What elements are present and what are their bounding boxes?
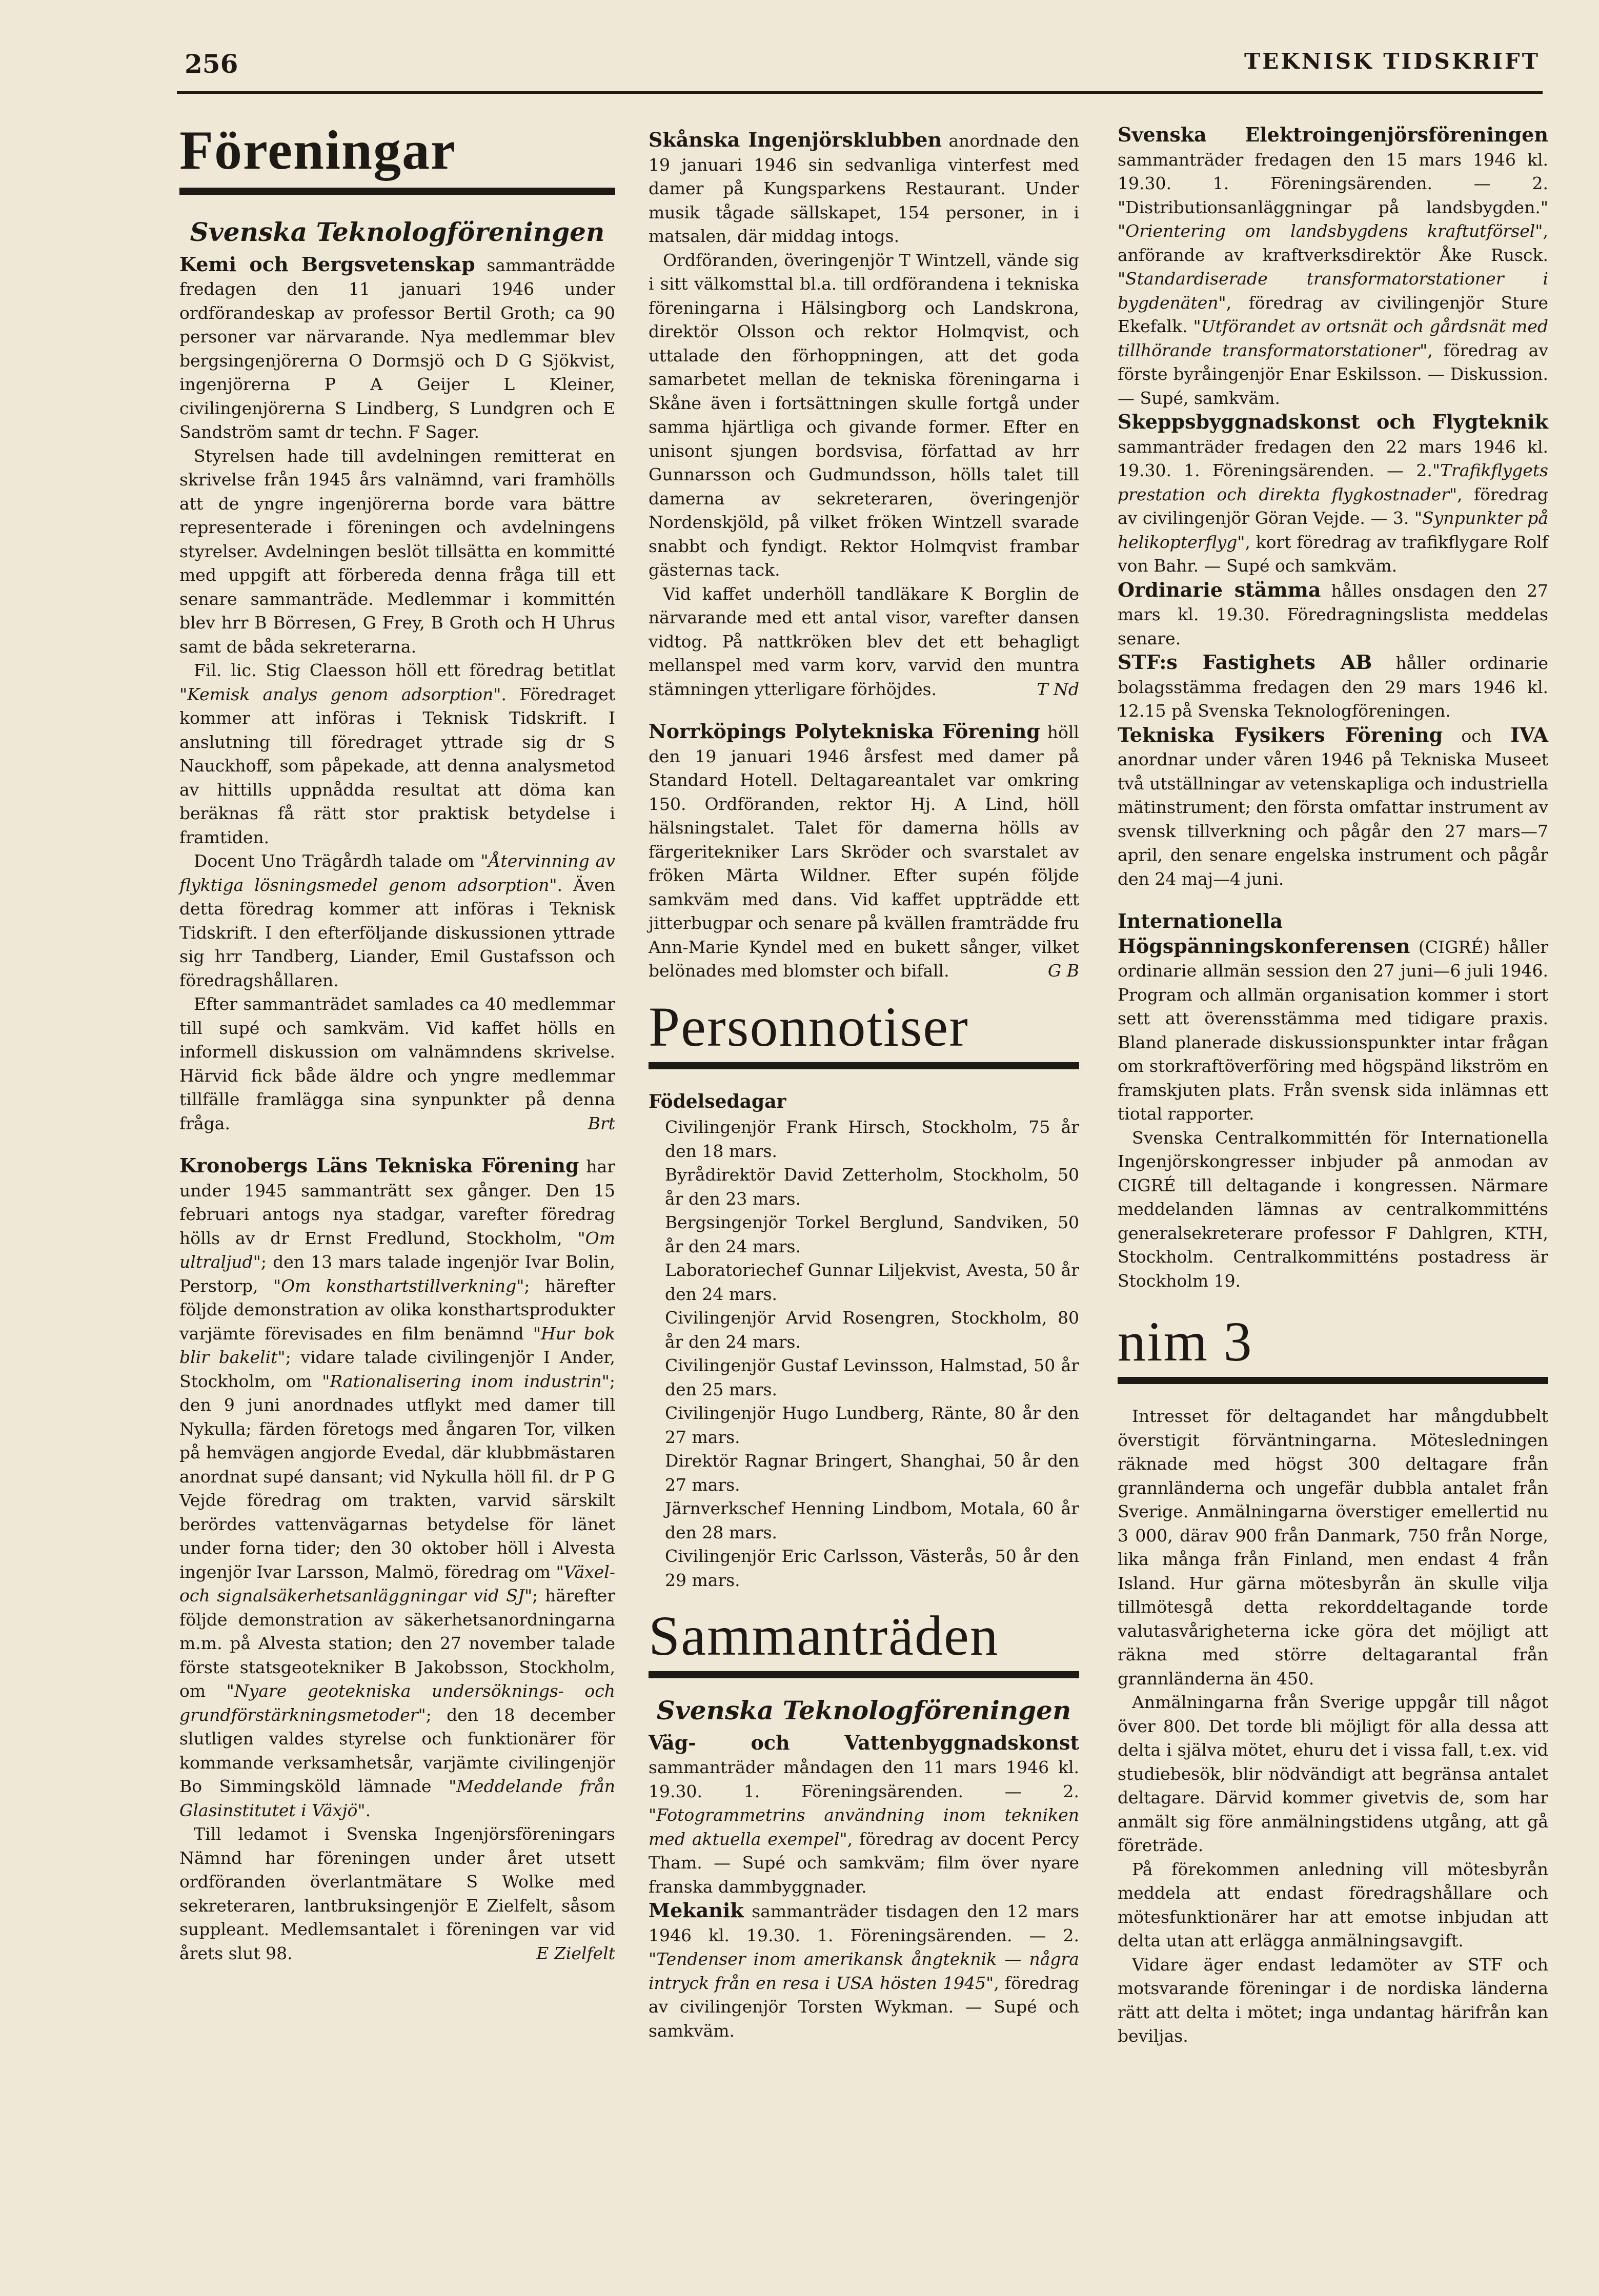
list-item: Direktör Ragnar Bringert, Shanghai, 50 år den 27 mars. <box>665 1451 1079 1495</box>
signature: E Zielfelt <box>536 1943 615 1963</box>
list-item: Civilingenjör Frank Hirsch, Stockholm, 75 år den 18 mars. <box>665 1117 1079 1161</box>
article-elektro: Svenska Elektroingenjörsföreningen sammanträder fredagen den 15 mars 1946 kl. 19.30. 1. Föreningsärenden. — 2. "Distributionsanläggningar på landsbygden." "Orientering om landsbygdens kraftutförsel", anförande av kraftverksdirektör Åke Rusck. "Standardiserade transformatorstationer i bygdenäten", föredrag av civilingenjör Sture Ekefalk. "Utförandet av ortsnät och gårdsnät med tillhörande transformatorstationer", föredrag av förste byråingenjör Enar Eskilsson. — Diskussion. — Supé, samkväm. <box>1118 123 1548 408</box>
paragraph: På förekommen anledning vill mötesbyrån meddela att endast föredragshållare och mötesfunktionärer har att emotse inbjudan att delta utan att erlägga anmälningsavgift. <box>1118 1859 1548 1950</box>
article-kronoberg: Kronobergs Läns Tekniska Förening har under 1945 sammanträtt sex gånger. Den 15 februari antogs nya stadgar, varefter föredrag hölls av dr Ernst Fredlund, Stockholm, "Om ultraljud"; den 13 mars talade ingenjör Ivar Bolin, Perstorp, "Om konsthartstillverkning"; härefter följde demonstration av olika konsthartsprodukter varjämte förevisades en film benämnd "Hur bok blir bakelit"; vidare talade civilingenjör I Ander, Stockholm, om "Rationalisering inom industrin"; den 9 juni anordnades utflykt med damer till Nykulla; färden företogs med ångaren Tor, vilken på hemvägen angjorde Evedal, där klubbmästaren anordnat supé dansant; vid Nykulla höll fil. dr P G Vejde föredrag om trakten, varvid särskilt berördes vattenvägarnas betydelse för länet under forna tider; den 30 oktober höll i Alvesta ingenjör Ivar Larsson, Malmö, föredrag om "Växel- och signalsäkerhetsanläggningar vid SJ"; härefter följde demonstration av säkerhetsanordningarna m.m. på Alvesta station; den 27 november talade förste statsgeotekniker B Jakobsson, Stockholm, om "Nyare geotekniska undersöknings- och grundförstärkningsmetoder"; den 18 december slutligen valdes styrelse och funktionärer för kommande verksamhetsår, varjämte civilingenjör Bo Simmingsköld lämnade "Meddelande från Glasinstitutet i Växjö". <box>179 1154 616 1820</box>
article-stf-fastighets: STF:s Fastighets AB håller ordinarie bolagsstämma fredagen den 29 mars 1946 kl. 12.15 på Svenska Teknologföreningen. <box>1118 651 1548 721</box>
list-item: Civilingenjör Arvid Rosengren, Stockholm, 80 år den 24 mars. <box>665 1308 1079 1352</box>
heading-rule <box>649 1671 1079 1678</box>
subheading-teknologforeningen: Svenska Teknologföreningen <box>190 217 605 247</box>
list-item: Civilingenjör Hugo Lundberg, Ränte, 80 år den 27 mars. <box>665 1403 1079 1447</box>
list-item: Järnverkschef Henning Lindbom, Motala, 60 år den 28 mars. <box>665 1498 1079 1542</box>
paragraph: Ordföranden, överingenjör T Wintzell, vände sig i sitt välkomsttal bl.a. till ordförandena i tekniska föreningarna i Hälsingborg och Landskrona, direktör Olsson och rektor Holmqvist, och uttalade den förhoppningen, att det goda samarbetet mellan de tekniska föreningarna i Skåne även i fortsättningen skulle fortgå under samma hjärtliga och givande former. Efter en unisont sjungen bordsvisa, författad av hrr Gunnarsson och Gudmundsson, hölls talet till damerna av sekreteraren, överingenjör Nordenskjöld, på vilket fröken Wintzell svarade snabbt och fyndigt. Rektor Holmqvist frambar gästernas tack. <box>649 250 1079 580</box>
section-heading-sammantraden: Sammanträden <box>649 1604 999 1667</box>
article-tekniska-fysiker: Tekniska Fysikers Förening och IVA anordnar under våren 1946 på Tekniska Museet två utställningar av vetenskapliga och industriella mätinstrument; den första omfattar instrument av svensk tillverkning och pågår den 27 mars—7 april, den senare engelska instrument och pågår den 24 maj—4 juni. <box>1118 723 1548 889</box>
column-1 <box>179 120 616 1965</box>
column-3 <box>1118 123 1548 2048</box>
paragraph: Svenska Centralkommittén för Internationella Ingenjörskongresser inbjuder på anmodan av CIGRÉ till deltagande i kongressen. Närmare meddelanden lämnas av centralkommitténs generalsekreterare professor F Dahlgren, KTH, Stockholm. Centralkommitténs postadress är Stockholm 19. <box>1118 1127 1548 1291</box>
article-mekanik: Mekanik sammanträder tisdagen den 12 mars 1946 kl. 19.30. 1. Föreningsärenden. — 2. "Tendenser inom amerikansk ångteknik — några intryck från en resa i USA hösten 1945", föredrag av civilingenjör Torsten Wykman. — Supé och samkväm. <box>649 1899 1079 2041</box>
article-vag-vatten: Väg- och Vattenbyggnadskonst sammanträder måndagen den 11 mars 1946 kl. 19.30. 1. Föreningsärenden. — 2. "Fotogrammetrins användning inom tekniken med aktuella exempel", föredrag av docent Percy Tham. — Supé och samkväm; film över nyare franska dammbyggnader. <box>649 1731 1079 1897</box>
heading-rule <box>179 188 615 195</box>
page-number: 256 <box>185 49 238 79</box>
article-norrkoping: Norrköpings Polytekniska Förening höll den 19 januari 1946 årsfest med damer på Standard Hotell. Deltagareantalet var omkring 150. Ordföranden, rektor Hj. A Lind, höll hälsningstalet. Talet för damerna hölls av färgeritekniker Lars Skröder och svarstalet av fröken Märta Wildner. Efter supén följde samkväm med dans. Vid kaffet uppträdde ett jitterbugpar och senare på kvällen framträdde fru Ann-Marie Kyndel med en bukett sånger, vilket belönades med blomster och bifall. G B <box>649 720 1079 983</box>
signature: T Nd <box>1037 679 1079 699</box>
paragraph: Fil. lic. Stig Claesson höll ett föredrag betitlat "Kemisk analys genom adsorption". Föredraget kommer att införas i Teknisk Tidskrift. I anslutning till föredraget yttrade sig dr S Nauckhoff, som påpekade, att denna analysmetod av hittills uppnådda resultat att döma kan beräknas få rätt stor praktisk betydelse i framtiden. <box>179 660 615 847</box>
paragraph: Styrelsen hade till avdelningen remitterat en skrivelse från 1945 års valnämnd, vari framhölls att de yngre ingenjörerna borde vara bättre representerade i föreningen och avdelningens styrelser. Avdelningen beslöt tillsätta en kommitté med uppgift att förbereda denna fråga till ett senare sammanträde. Medlemmar i kommittén blev hrr B Börresen, G Frey, B Groth och H Uhrus samt de båda sekreterarna. <box>179 445 615 657</box>
list-item: Civilingenjör Gustaf Levinsson, Halmstad, 50 år den 25 mars. <box>665 1355 1079 1399</box>
heading-rule <box>1118 1377 1548 1384</box>
heading-rule <box>649 1062 1079 1069</box>
list-item: Bergsingenjör Torkel Berglund, Sandviken, 50 år den 24 mars. <box>665 1212 1079 1256</box>
section-heading-foreningar: Föreningar <box>179 120 456 181</box>
list-item: Civilingenjör Eric Carlsson, Västerås, 50 år den 29 mars. <box>665 1546 1079 1590</box>
signature: G B <box>1047 961 1079 981</box>
paragraph: Anmälningarna från Sverige uppgår till något över 800. Det torde bli möjligt för alla dessa att delta i själva mötet, ehuru det i vissa fall, t.ex. vid studiebesök, blir nödvändigt att begränsa antalet deltagare. Därvid kommer givetvis de, som har anmält sig före anmälningstidens utgång, att gå företräde. <box>1118 1692 1548 1855</box>
section-heading-personnotiser: Personnotiser <box>649 995 969 1058</box>
article-kemi: Kemi och Bergsvetenskap sammanträdde fredagen den 11 januari 1946 under ordförandeskap av professor Bertil Groth; ca 90 personer var närvarande. Nya medlemmar blev bergsingenjörerna O Dormsjö och D G Sjökvist, ingenjörerna P A Geijer L Kleiner, civilingenjörerna S Lindberg, S Lundgren och E Sandström samt dr techn. F Sager. <box>179 252 615 442</box>
paragraph: Vidare äger endast ledamöter av STF och motsvarande föreningar i de nordiska länderna rätt att delta i mötet; inga undantag härifrån kan beviljas. <box>1118 1954 1548 2046</box>
paragraph: Till ledamot i Svenska Ingenjörsföreningars Nämnd har föreningen under året utsett ordföranden överlantmätare S Wolke med sekreteraren, lantbruksingenjör E Zielfelt, såsom suppleant. Medlemsantalet i föreningen var vid årets slut 98. E Zielfelt <box>179 1822 615 1965</box>
article-skepp: Skeppsbyggnadskonst och Flygteknik sammanträder fredagen den 22 mars 1946 kl. 19.30. 1. Föreningsärenden. — 2."Trafikflygets prestation och direkta flygkostnader", föredrag av civilingenjör Göran Vejde. — 3. "Synpunkter på helikopterflyg", kort föredrag av trafikflygare Rolf von Bahr. — Supé och samkväm. <box>1118 410 1548 576</box>
paragraph: Intresset för deltagandet har mångdubbelt överstigit förväntningarna. Mötesledningen räknade med högst 300 deltagare från grannländerna och ungefär dubbla antalet från Sverige. Anmälningarna överstiger emellertid nu 3 000, därav 900 från Danmark, 750 från Norge, lika många från Finland, men endast 4 från Island. Hur gärna mötesbyrån än skulle vilja tillmötesgå detta rekorddeltagande torde valutasvårigheterna icke göra det möjligt att räkna med större deltagarantal från grannländerna än 450. <box>1118 1406 1548 1689</box>
article-skanska: Skånska Ingenjörsklubben anordnade den 19 januari 1946 sin sedvanliga vinterfest med damer på Kungsparkens Restaurant. Under musik tågade sällskapet, 154 personer, in i matsalen, där middag intogs. <box>649 128 1079 246</box>
signature: Brt <box>588 1113 615 1133</box>
paragraph: Vid kaffet underhöll tandläkare K Borglin de närvarande med ett antal visor, varefter dansen vidtog. På nattkröken blev det ett behagligt mellanspel med varm korv, varvid den muntra stämningen ytterligare förhöjdes. T Nd <box>649 582 1079 702</box>
column-2 <box>649 128 1079 2043</box>
list-item: Byrådirektör David Zetterholm, Stockholm, 50 år den 23 mars. <box>665 1165 1079 1209</box>
article-ordinarie: Ordinarie stämma hålles onsdagen den 27 mars kl. 19.30. Föredragningslista meddelas senare. <box>1118 578 1548 648</box>
paragraph: Efter sammanträdet samlades ca 40 medlemmar till supé och samkväm. Vid kaffet hölls en informell diskussion om valnämndens skrivelse. Härvid fick både äldre och yngre medlemmar tillfälle framlägga sina synpunkter på denna fråga. Brt <box>179 992 615 1135</box>
subheading-teknologforeningen-2: Svenska Teknologföreningen <box>656 1695 1071 1725</box>
article-cigre: Internationella Högspänningskonferensen (CIGRÉ) håller ordinarie allmän session den 27 juni—6 juli 1946. Program och allmän organisation kommer i stort sett att överensstämma med tidigare praxis. Bland planerade diskussionspunkter intar frågan om storkraftöverföring med högspänd likström en framskjuten plats. Från svensk sida inlämnas ett tiotal rapporter. <box>1118 909 1548 1124</box>
header-rule <box>177 91 1543 94</box>
running-head: TEKNISK TIDSKRIFT <box>1244 49 1540 74</box>
paragraph: Docent Uno Trägårdh talade om "Återvinning av flyktiga lösningsmedel genom adsorption". Även detta föredrag kommer att införas i Teknisk Tidskrift. I den efterföljande diskussionen yttrade sig hrr Tandberg, Liander, Emil Gustafsson och föredragshållaren. <box>179 851 615 990</box>
list-item: Laboratoriechef Gunnar Liljekvist, Avesta, 50 år den 24 mars. <box>665 1260 1079 1304</box>
section-heading-nim3: nim 3 <box>1118 1310 1253 1373</box>
subheading-fodelsedagar: Födelsedagar <box>649 1090 786 1112</box>
